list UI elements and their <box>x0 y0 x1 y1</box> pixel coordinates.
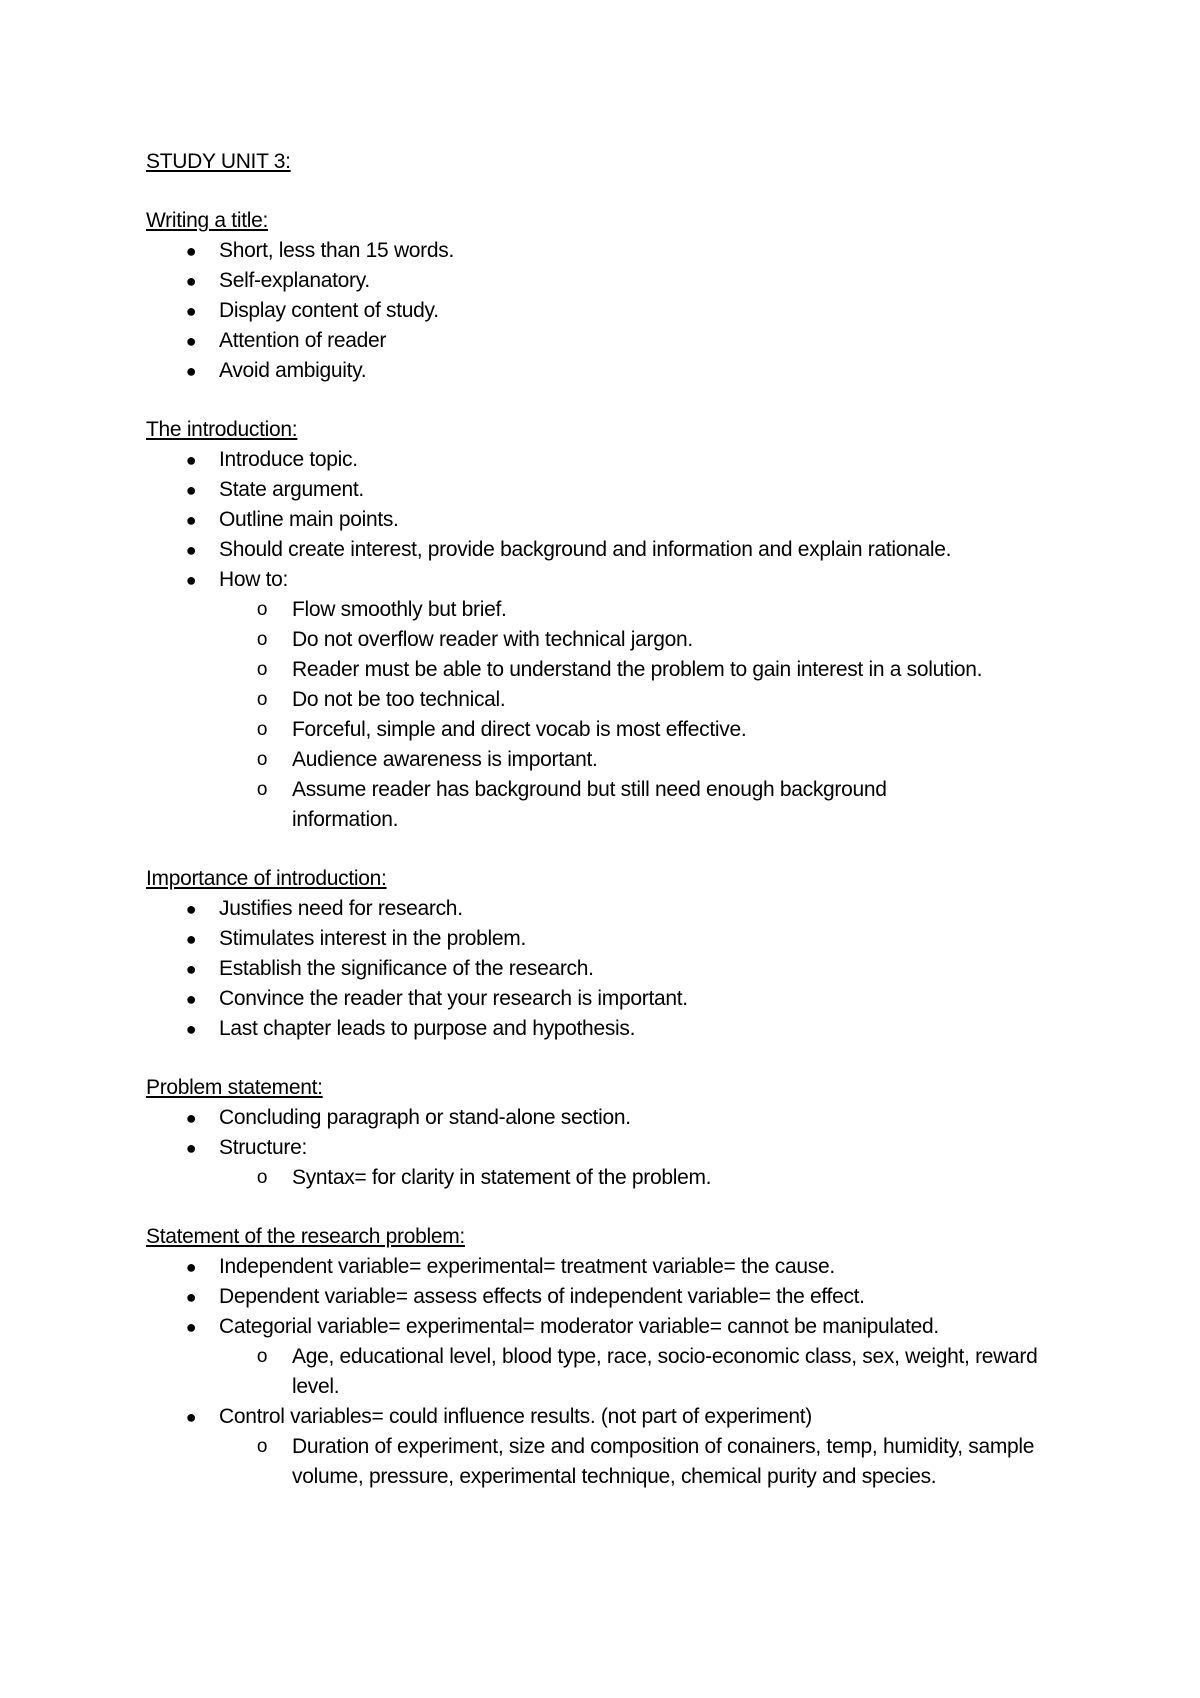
list-item: ● Categorial variable= experimental= moderator variable= cannot be manipulated. <box>146 1312 1106 1342</box>
list-item: ● Structure: <box>146 1133 1106 1163</box>
sub-list-item: o Audience awareness is important. <box>146 745 1106 775</box>
section-problem-statement <box>146 1073 1106 1193</box>
sub-bullet-marker: o <box>256 689 268 710</box>
bullet-marker: ● <box>185 331 197 351</box>
bullet-marker: ● <box>185 241 197 261</box>
list-item: ● Convince the reader that your research is important. <box>146 984 1106 1014</box>
list-item: ● Justifies need for research. <box>146 894 1106 924</box>
list-item: ● How to: <box>146 565 1106 595</box>
sub-list-item: o Do not overflow reader with technical jargon. <box>146 625 1106 655</box>
sub-list-item: o Syntax= for clarity in statement of the problem. <box>146 1163 1106 1193</box>
list-item: ● Control variables= could influence results. (not part of experiment) <box>146 1402 1106 1432</box>
bullet-marker: ● <box>185 959 197 979</box>
bullet-marker: ● <box>185 450 197 470</box>
sub-list-item: o Age, educational level, blood type, race, socio-economic class, sex, weight, reward level. <box>146 1342 1106 1402</box>
document-page <box>146 147 1106 1492</box>
section-the-introduction <box>146 415 1106 835</box>
bullet-list <box>146 1103 1106 1163</box>
bullet-marker: ● <box>185 1257 197 1277</box>
bullet-list <box>146 894 1106 1044</box>
list-item: ● Should create interest, provide background and information and explain rationale. <box>146 535 1106 565</box>
section-heading: Writing a title: <box>146 209 269 232</box>
sub-bullet-marker: o <box>256 1436 268 1457</box>
bullet-marker: ● <box>185 510 197 530</box>
section-statement-of-research-problem <box>146 1222 1106 1492</box>
bullet-marker: ● <box>185 1287 197 1307</box>
sub-list-item: o Reader must be able to understand the problem to gain interest in a solution. <box>146 655 1106 685</box>
sub-bullet-marker: o <box>256 749 268 770</box>
list-item: ● Concluding paragraph or stand-alone section. <box>146 1103 1106 1133</box>
bullet-list <box>146 1252 1106 1342</box>
list-item: ● Stimulates interest in the problem. <box>146 924 1106 954</box>
sub-bullet-marker: o <box>256 1346 268 1367</box>
sub-list-item: o Assume reader has background but still need enough background information. <box>146 775 1106 835</box>
sub-bullet-list <box>146 1163 1106 1193</box>
bullet-marker: ● <box>185 301 197 321</box>
list-item: ● Last chapter leads to purpose and hypothesis. <box>146 1014 1106 1044</box>
sub-bullet-list <box>146 1432 1106 1492</box>
page-title: STUDY UNIT 3: <box>146 150 291 173</box>
list-item: ● Establish the significance of the research. <box>146 954 1106 984</box>
section-heading: The introduction: <box>146 418 298 441</box>
bullet-marker: ● <box>185 989 197 1009</box>
sub-bullet-marker: o <box>256 659 268 680</box>
list-item: ● Short, less than 15 words. <box>146 236 1106 266</box>
bullet-marker: ● <box>185 271 197 291</box>
section-heading: Problem statement: <box>146 1076 323 1099</box>
bullet-list <box>146 236 1106 386</box>
section-heading: Statement of the research problem: <box>146 1225 465 1248</box>
bullet-marker: ● <box>185 570 197 590</box>
list-item: ● State argument. <box>146 475 1106 505</box>
section-importance-of-introduction <box>146 864 1106 1044</box>
sub-list-item: o Flow smoothly but brief. <box>146 595 1106 625</box>
sub-bullet-marker: o <box>256 599 268 620</box>
list-item: ● Independent variable= experimental= treatment variable= the cause. <box>146 1252 1106 1282</box>
bullet-marker: ● <box>185 1317 197 1337</box>
bullet-list <box>146 445 1106 595</box>
sub-list-item: o Do not be too technical. <box>146 685 1106 715</box>
sub-bullet-marker: o <box>256 719 268 740</box>
section-writing-a-title <box>146 206 1106 386</box>
sub-bullet-list <box>146 595 1106 835</box>
bullet-marker: ● <box>185 1407 197 1427</box>
bullet-marker: ● <box>185 1138 197 1158</box>
section-heading: Importance of introduction: <box>146 867 387 890</box>
sub-bullet-marker: o <box>256 1167 268 1188</box>
list-item: ● Introduce topic. <box>146 445 1106 475</box>
list-item: ● Display content of study. <box>146 296 1106 326</box>
sub-list-item: o Forceful, simple and direct vocab is most effective. <box>146 715 1106 745</box>
bullet-marker: ● <box>185 1108 197 1128</box>
list-item: ● Outline main points. <box>146 505 1106 535</box>
bullet-list <box>146 1402 1106 1432</box>
bullet-marker: ● <box>185 929 197 949</box>
sub-bullet-marker: o <box>256 779 268 800</box>
sub-bullet-list <box>146 1342 1106 1402</box>
bullet-marker: ● <box>185 480 197 500</box>
sub-list-item: o Duration of experiment, size and composition of conainers, temp, humidity, sample volume, pressure, experimental technique, chemical purity and species. <box>146 1432 1106 1492</box>
bullet-marker: ● <box>185 361 197 381</box>
list-item: ● Attention of reader <box>146 326 1106 356</box>
sub-bullet-marker: o <box>256 629 268 650</box>
bullet-marker: ● <box>185 540 197 560</box>
list-item: ● Dependent variable= assess effects of independent variable= the effect. <box>146 1282 1106 1312</box>
list-item: ● Avoid ambiguity. <box>146 356 1106 386</box>
bullet-marker: ● <box>185 899 197 919</box>
bullet-marker: ● <box>185 1019 197 1039</box>
list-item: ● Self-explanatory. <box>146 266 1106 296</box>
